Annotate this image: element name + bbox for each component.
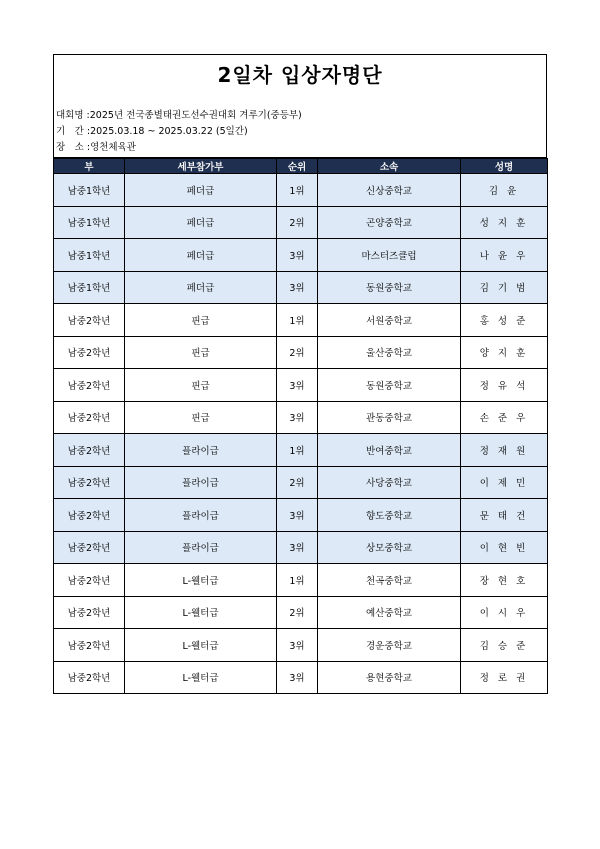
cell-division: 남중2학년 <box>54 629 125 662</box>
cell-team: 동원중학교 <box>318 271 461 304</box>
cell-team: 동원중학교 <box>318 369 461 402</box>
table-row <box>54 401 548 434</box>
cell-team: 예산중학교 <box>318 596 461 629</box>
cell-team: 마스터즈클럽 <box>318 239 461 272</box>
cell-rank: 2위 <box>277 336 318 369</box>
table-row <box>54 336 548 369</box>
cell-division: 남중2학년 <box>54 661 125 694</box>
event-info <box>56 107 302 121</box>
cell-weight: 핀급 <box>125 369 277 402</box>
cell-division: 남중2학년 <box>54 596 125 629</box>
venue-value: 영천체육관 <box>90 142 136 153</box>
cell-weight: L-웰터급 <box>125 564 277 597</box>
cell-rank: 3위 <box>277 661 318 694</box>
table-row <box>54 206 548 239</box>
cell-team: 곤양중학교 <box>318 206 461 239</box>
cell-weight: 핀급 <box>125 336 277 369</box>
cell-team: 용현중학교 <box>318 661 461 694</box>
cell-name: 홍 성 준 <box>461 304 548 337</box>
cell-division: 남중2학년 <box>54 499 125 532</box>
table-header-row <box>54 159 548 174</box>
cell-team: 울산중학교 <box>318 336 461 369</box>
table-row <box>54 239 548 272</box>
cell-rank: 3위 <box>277 401 318 434</box>
cell-name: 정 유 석 <box>461 369 548 402</box>
header-weight: 세부참가부 <box>125 159 277 174</box>
table-row <box>54 499 548 532</box>
cell-division: 남중2학년 <box>54 466 125 499</box>
cell-name: 김 윤 <box>461 174 548 207</box>
header-division: 부 <box>54 159 125 174</box>
cell-division: 남중1학년 <box>54 271 125 304</box>
header-team: 소속 <box>318 159 461 174</box>
cell-name: 이 현 빈 <box>461 531 548 564</box>
cell-name: 김 승 준 <box>461 629 548 662</box>
cell-rank: 3위 <box>277 499 318 532</box>
table-row <box>54 271 548 304</box>
cell-rank: 3위 <box>277 239 318 272</box>
cell-team: 반여중학교 <box>318 434 461 467</box>
cell-weight: 페더급 <box>125 271 277 304</box>
cell-rank: 2위 <box>277 206 318 239</box>
cell-team: 신상중학교 <box>318 174 461 207</box>
cell-team: 서원중학교 <box>318 304 461 337</box>
table-row <box>54 369 548 402</box>
header-box <box>53 54 547 158</box>
cell-rank: 1위 <box>277 174 318 207</box>
cell-weight: 페더급 <box>125 239 277 272</box>
cell-weight: L-웰터급 <box>125 661 277 694</box>
table-row <box>54 174 548 207</box>
cell-weight: 플라이급 <box>125 466 277 499</box>
cell-rank: 3위 <box>277 629 318 662</box>
cell-rank: 3위 <box>277 531 318 564</box>
cell-name: 김 기 범 <box>461 271 548 304</box>
cell-name: 손 준 우 <box>461 401 548 434</box>
period-label: 기 간 : <box>56 126 91 137</box>
cell-name: 정 로 권 <box>461 661 548 694</box>
results-table <box>53 158 548 694</box>
results-sheet <box>53 54 547 694</box>
cell-name: 이 시 우 <box>461 596 548 629</box>
period-info <box>56 123 248 137</box>
cell-division: 남중2학년 <box>54 401 125 434</box>
cell-division: 남중2학년 <box>54 531 125 564</box>
cell-team: 상모중학교 <box>318 531 461 564</box>
cell-division: 남중2학년 <box>54 564 125 597</box>
venue-info <box>56 139 136 153</box>
event-label: 대회명 : <box>56 110 90 121</box>
cell-weight: L-웰터급 <box>125 629 277 662</box>
cell-rank: 2위 <box>277 466 318 499</box>
cell-rank: 2위 <box>277 596 318 629</box>
cell-rank: 1위 <box>277 434 318 467</box>
cell-team: 경운중학교 <box>318 629 461 662</box>
cell-name: 이 제 민 <box>461 466 548 499</box>
table-row <box>54 434 548 467</box>
header-name: 성명 <box>461 159 548 174</box>
cell-name: 정 재 원 <box>461 434 548 467</box>
cell-team: 천곡중학교 <box>318 564 461 597</box>
cell-division: 남중1학년 <box>54 239 125 272</box>
cell-rank: 3위 <box>277 271 318 304</box>
table-row <box>54 629 548 662</box>
page-title: 2일차 입상자명단 <box>217 63 383 87</box>
cell-division: 남중2학년 <box>54 336 125 369</box>
cell-weight: 페더급 <box>125 174 277 207</box>
event-value: 2025년 전국종별태권도선수권대회 겨루기(중등부) <box>89 110 302 121</box>
cell-weight: L-웰터급 <box>125 596 277 629</box>
cell-name: 나 윤 우 <box>461 239 548 272</box>
cell-division: 남중2학년 <box>54 369 125 402</box>
cell-weight: 페더급 <box>125 206 277 239</box>
cell-team: 향도중학교 <box>318 499 461 532</box>
table-row <box>54 466 548 499</box>
cell-division: 남중1학년 <box>54 174 125 207</box>
cell-weight: 핀급 <box>125 304 277 337</box>
cell-rank: 1위 <box>277 564 318 597</box>
cell-team: 사당중학교 <box>318 466 461 499</box>
table-body <box>54 174 548 694</box>
cell-division: 남중1학년 <box>54 206 125 239</box>
cell-division: 남중2학년 <box>54 304 125 337</box>
cell-name: 문 태 건 <box>461 499 548 532</box>
cell-weight: 플라이급 <box>125 499 277 532</box>
period-value: 2025.03.18 ~ 2025.03.22 (5일간) <box>90 126 248 137</box>
table-row <box>54 531 548 564</box>
cell-rank: 3위 <box>277 369 318 402</box>
cell-name: 성 지 훈 <box>461 206 548 239</box>
table-row <box>54 564 548 597</box>
cell-weight: 플라이급 <box>125 531 277 564</box>
cell-name: 양 지 훈 <box>461 336 548 369</box>
header-rank: 순위 <box>277 159 318 174</box>
table-row <box>54 596 548 629</box>
cell-weight: 플라이급 <box>125 434 277 467</box>
venue-label: 장 소 : <box>56 142 91 153</box>
cell-weight: 핀급 <box>125 401 277 434</box>
table-row <box>54 304 548 337</box>
cell-rank: 1위 <box>277 304 318 337</box>
cell-name: 장 현 호 <box>461 564 548 597</box>
cell-division: 남중2학년 <box>54 434 125 467</box>
cell-team: 관동중학교 <box>318 401 461 434</box>
table-row <box>54 661 548 694</box>
